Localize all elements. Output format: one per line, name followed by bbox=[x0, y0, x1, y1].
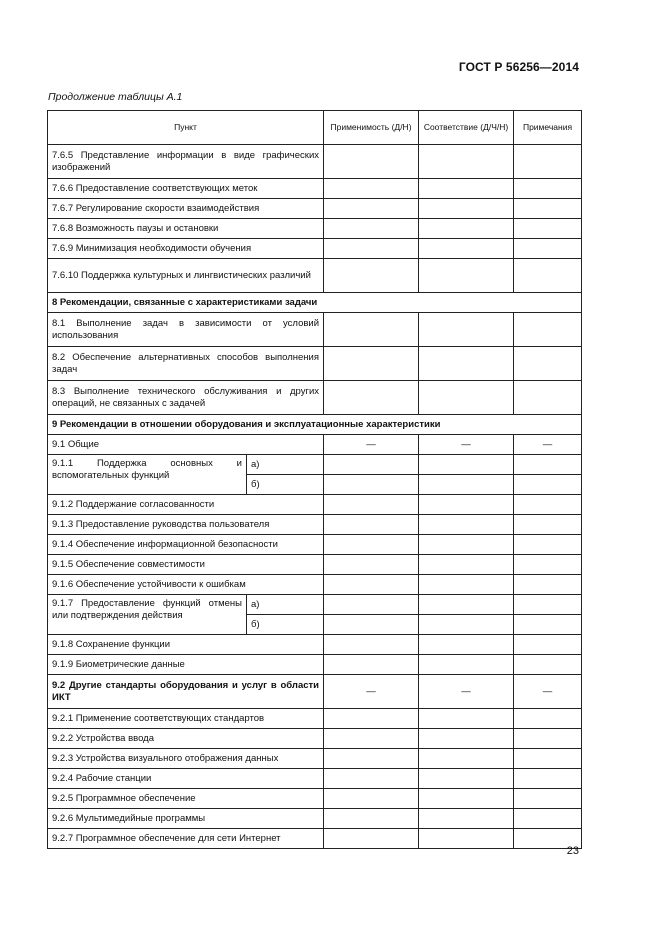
table-row bbox=[48, 199, 582, 219]
empty-cell bbox=[514, 615, 582, 635]
empty-cell bbox=[514, 239, 582, 259]
empty-cell bbox=[514, 789, 582, 809]
item-text: 9.1.3 Предоставление руководства пользователя bbox=[48, 515, 324, 535]
column-header-applicability: Применимость (Д/Н) bbox=[324, 111, 419, 145]
item-text: 8.2 Обеспечение альтернативных способов выполнения задач bbox=[48, 347, 324, 381]
empty-cell bbox=[419, 239, 514, 259]
empty-cell bbox=[514, 535, 582, 555]
empty-cell bbox=[419, 769, 514, 789]
empty-cell bbox=[419, 475, 514, 495]
empty-cell bbox=[419, 595, 514, 615]
empty-cell bbox=[324, 789, 419, 809]
empty-cell bbox=[419, 575, 514, 595]
empty-cell bbox=[324, 515, 419, 535]
section-row bbox=[48, 415, 582, 435]
empty-cell bbox=[514, 495, 582, 515]
empty-cell bbox=[324, 655, 419, 675]
empty-cell bbox=[324, 809, 419, 829]
empty-cell bbox=[514, 809, 582, 829]
requirements-table bbox=[47, 110, 582, 849]
empty-cell bbox=[324, 595, 419, 615]
table-row bbox=[48, 179, 582, 199]
item-text: 9.1.8 Сохранение функции bbox=[48, 635, 324, 655]
empty-cell bbox=[324, 495, 419, 515]
empty-cell bbox=[514, 635, 582, 655]
empty-cell bbox=[419, 789, 514, 809]
table-body bbox=[48, 145, 582, 849]
empty-cell bbox=[324, 709, 419, 729]
item-text: 9.2.7 Программное обеспечение для сети Интернет bbox=[48, 829, 324, 849]
empty-cell bbox=[324, 259, 419, 293]
table-row bbox=[48, 655, 582, 675]
empty-cell bbox=[514, 313, 582, 347]
empty-cell bbox=[514, 179, 582, 199]
item-text: 9.2.4 Рабочие станции bbox=[48, 769, 324, 789]
empty-cell bbox=[514, 145, 582, 179]
item-text: 7.6.5 Представление информации в виде графических изображений bbox=[48, 145, 324, 179]
empty-cell bbox=[419, 381, 514, 415]
empty-cell bbox=[514, 769, 582, 789]
item-text: 9.1.1 Поддержка основных и вспомогательных функций bbox=[48, 455, 247, 495]
sub-item-label: а) bbox=[247, 595, 324, 615]
dash-cell: — bbox=[324, 675, 419, 709]
empty-cell bbox=[514, 219, 582, 239]
table-row bbox=[48, 729, 582, 749]
empty-cell bbox=[419, 219, 514, 239]
sub-item-label: а) bbox=[247, 455, 324, 475]
empty-cell bbox=[324, 729, 419, 749]
item-text: 9.2 Другие стандарты оборудования и услуг в области ИКТ bbox=[48, 675, 324, 709]
empty-cell bbox=[324, 475, 419, 495]
table-row bbox=[48, 535, 582, 555]
table-header-row bbox=[48, 111, 582, 145]
item-text: 7.6.9 Минимизация необходимости обучения bbox=[48, 239, 324, 259]
empty-cell bbox=[419, 495, 514, 515]
item-text: 9.1.7 Предоставление функций отмены или подтверждения действия bbox=[48, 595, 247, 635]
empty-cell bbox=[324, 219, 419, 239]
empty-cell bbox=[419, 809, 514, 829]
item-text: 9.1.9 Биометрические данные bbox=[48, 655, 324, 675]
table-row bbox=[48, 635, 582, 655]
empty-cell bbox=[514, 729, 582, 749]
dash-cell: — bbox=[419, 675, 514, 709]
empty-cell bbox=[419, 555, 514, 575]
empty-cell bbox=[419, 259, 514, 293]
empty-cell bbox=[324, 535, 419, 555]
table-row bbox=[48, 313, 582, 347]
empty-cell bbox=[324, 555, 419, 575]
empty-cell bbox=[419, 455, 514, 475]
empty-cell bbox=[419, 729, 514, 749]
item-text: 7.6.10 Поддержка культурных и лингвистических различий bbox=[48, 259, 324, 293]
dash-cell: — bbox=[419, 435, 514, 455]
item-text: 7.6.8 Возможность паузы и остановки bbox=[48, 219, 324, 239]
empty-cell bbox=[324, 313, 419, 347]
empty-cell bbox=[419, 199, 514, 219]
table-row bbox=[48, 239, 582, 259]
table-row bbox=[48, 515, 582, 535]
empty-cell bbox=[514, 655, 582, 675]
empty-cell bbox=[324, 199, 419, 219]
table-row bbox=[48, 495, 582, 515]
item-text: 9.2.3 Устройства визуального отображения данных bbox=[48, 749, 324, 769]
table-row bbox=[48, 675, 582, 709]
empty-cell bbox=[419, 535, 514, 555]
empty-cell bbox=[514, 595, 582, 615]
empty-cell bbox=[324, 455, 419, 475]
empty-cell bbox=[514, 575, 582, 595]
empty-cell bbox=[514, 709, 582, 729]
empty-cell bbox=[324, 635, 419, 655]
column-header-compliance: Соответствие (Д/Ч/Н) bbox=[419, 111, 514, 145]
item-text: 9.2.5 Программное обеспечение bbox=[48, 789, 324, 809]
section-title: 9 Рекомендации в отношении оборудования и эксплуатационные характеристики bbox=[48, 415, 582, 435]
dash-cell: — bbox=[514, 675, 582, 709]
empty-cell bbox=[324, 615, 419, 635]
table-row bbox=[48, 455, 582, 475]
empty-cell bbox=[514, 259, 582, 293]
empty-cell bbox=[514, 347, 582, 381]
table-caption: Продолжение таблицы А.1 bbox=[48, 91, 183, 103]
sub-item-label: б) bbox=[247, 615, 324, 635]
table-row bbox=[48, 749, 582, 769]
document-code: ГОСТ Р 56256—2014 bbox=[458, 60, 579, 74]
empty-cell bbox=[324, 381, 419, 415]
empty-cell bbox=[324, 347, 419, 381]
empty-cell bbox=[419, 749, 514, 769]
item-text: 7.6.6 Предоставление соответствующих меток bbox=[48, 179, 324, 199]
empty-cell bbox=[514, 749, 582, 769]
table-row bbox=[48, 829, 582, 849]
section-title: 8 Рекомендации, связанные с характеристиками задачи bbox=[48, 293, 582, 313]
table-row bbox=[48, 347, 582, 381]
empty-cell bbox=[419, 179, 514, 199]
empty-cell bbox=[324, 145, 419, 179]
empty-cell bbox=[324, 769, 419, 789]
item-text: 9.1.4 Обеспечение информационной безопасности bbox=[48, 535, 324, 555]
item-text: 9.2.2 Устройства ввода bbox=[48, 729, 324, 749]
table-row bbox=[48, 769, 582, 789]
empty-cell bbox=[419, 515, 514, 535]
table-row bbox=[48, 219, 582, 239]
empty-cell bbox=[419, 145, 514, 179]
empty-cell bbox=[419, 709, 514, 729]
dash-cell: — bbox=[514, 435, 582, 455]
item-text: 7.6.7 Регулирование скорости взаимодействия bbox=[48, 199, 324, 219]
empty-cell bbox=[419, 829, 514, 849]
table-row bbox=[48, 709, 582, 729]
sub-item-label: б) bbox=[247, 475, 324, 495]
item-text: 9.1.5 Обеспечение совместимости bbox=[48, 555, 324, 575]
empty-cell bbox=[514, 455, 582, 475]
empty-cell bbox=[419, 347, 514, 381]
item-text: 9.1.2 Поддержание согласованности bbox=[48, 495, 324, 515]
item-text: 9.1 Общие bbox=[48, 435, 324, 455]
item-text: 9.2.6 Мультимедийные программы bbox=[48, 809, 324, 829]
empty-cell bbox=[419, 635, 514, 655]
table-row bbox=[48, 259, 582, 293]
empty-cell bbox=[419, 655, 514, 675]
column-header-notes: Примечания bbox=[514, 111, 582, 145]
empty-cell bbox=[324, 829, 419, 849]
empty-cell bbox=[324, 179, 419, 199]
empty-cell bbox=[419, 615, 514, 635]
item-text: 8.3 Выполнение технического обслуживания и других операций, не связанных с задачей bbox=[48, 381, 324, 415]
column-header-item: Пункт bbox=[48, 111, 324, 145]
table-row bbox=[48, 575, 582, 595]
empty-cell bbox=[324, 749, 419, 769]
empty-cell bbox=[419, 313, 514, 347]
item-text: 9.1.6 Обеспечение устойчивости к ошибкам bbox=[48, 575, 324, 595]
table-row bbox=[48, 435, 582, 455]
empty-cell bbox=[514, 381, 582, 415]
table-row bbox=[48, 809, 582, 829]
empty-cell bbox=[514, 515, 582, 535]
item-text: 8.1 Выполнение задач в зависимости от условий использования bbox=[48, 313, 324, 347]
table-row bbox=[48, 145, 582, 179]
table-row bbox=[48, 555, 582, 575]
table-row bbox=[48, 381, 582, 415]
empty-cell bbox=[514, 475, 582, 495]
section-row bbox=[48, 293, 582, 313]
empty-cell bbox=[514, 555, 582, 575]
table-row bbox=[48, 789, 582, 809]
empty-cell bbox=[514, 199, 582, 219]
item-text: 9.2.1 Применение соответствующих стандартов bbox=[48, 709, 324, 729]
dash-cell: — bbox=[324, 435, 419, 455]
page-number: 23 bbox=[566, 845, 579, 857]
empty-cell bbox=[324, 239, 419, 259]
table-row bbox=[48, 595, 582, 615]
empty-cell bbox=[324, 575, 419, 595]
